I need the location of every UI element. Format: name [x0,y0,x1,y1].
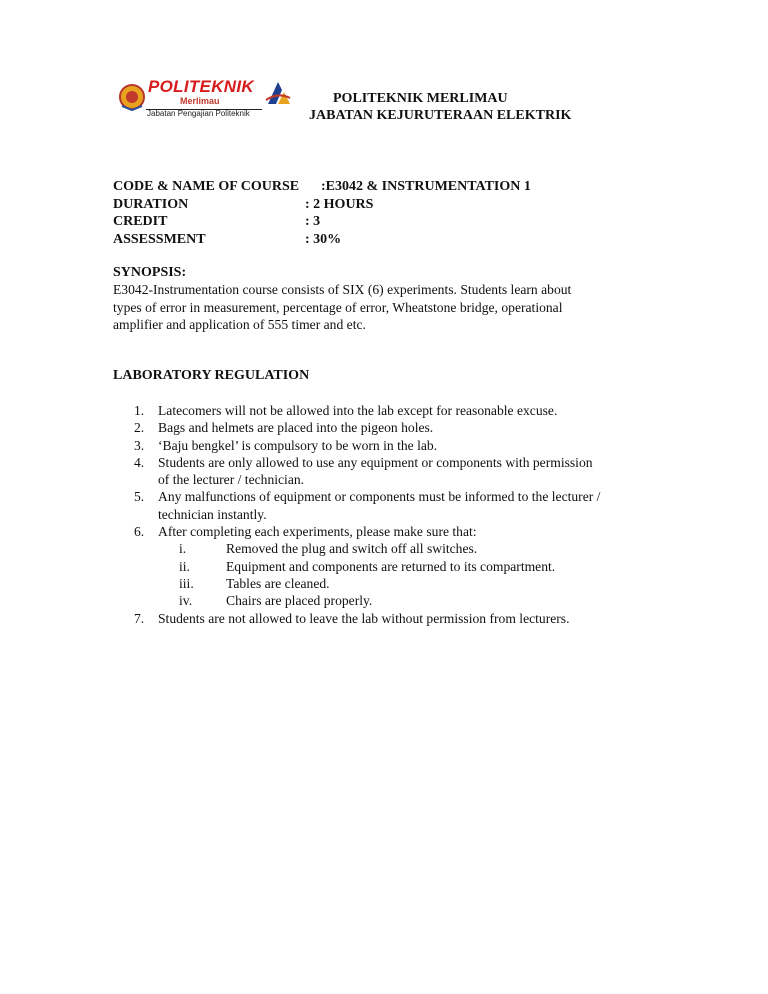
item-number: 5. [134,489,145,505]
sub-item-number: iv. [179,593,193,609]
info-value: : 2 HOURS [305,196,374,212]
item-text: Any malfunctions of equipment or components must be informed to the lecturer / [158,489,601,505]
item-text: ‘Baju bengkel’ is compulsory to be worn in the lab. [158,437,438,453]
item-number: 2. [134,420,145,436]
list-item [113,523,555,540]
politeknik-logo [118,76,294,122]
item-text: After completing each experiments, please make sure that: [158,524,477,540]
synopsis-line: amplifier and application of 555 timer and etc. [113,317,366,332]
sub-item-number: iii. [179,575,194,591]
synopsis-heading: SYNOPSIS: [113,265,187,280]
list-item [113,437,555,454]
sub-item-text: Chairs are placed properly. [226,593,373,609]
sub-item-text: Removed the plug and switch off all switches. [226,541,478,557]
info-key: CREDIT [113,214,168,229]
item-number: 6. [134,524,145,540]
sub-item-number: ii. [179,558,190,574]
list-item [113,454,593,489]
info-value: : 30% [305,231,342,247]
sub-item-number: i. [179,541,187,557]
item-number: 1. [134,403,145,418]
synopsis-text [113,281,653,334]
logo-department: Jabatan Pengajian Politeknik [147,109,250,118]
list-item [113,419,555,436]
sub-item-text: Equipment and components are returned to its compartment. [226,558,556,574]
item-number: 4. [134,454,145,470]
item-text-continued: of the lecturer / technician. [158,472,305,488]
info-key: ASSESSMENT [113,231,206,247]
item-number: 3. [134,437,145,453]
synopsis-line: E3042-Instrumentation course consists of SIX (6) experiments. Students learn about [113,282,572,297]
header-institution: POLITEKNIK MERLIMAU [333,91,508,106]
logo-campus: Merlimau [180,96,220,106]
sub-list-item [113,540,555,557]
sub-list-item [113,592,555,609]
header-department: JABATAN KEJURUTERAAN ELEKTRIK [309,108,572,123]
list-item [113,402,558,419]
regulation-heading: LABORATORY REGULATION [113,368,310,383]
item-text-continued: technician instantly. [158,506,267,522]
emblem-icon [118,82,146,112]
item-text: Latecomers will not be allowed into the lab except for reasonable excuse. [158,403,558,418]
item-text: Students are not allowed to leave the lab without permission from lecturers. [158,610,570,626]
regulation-list [113,402,601,627]
info-value: :E3042 & INSTRUMENTATION 1 [321,179,531,194]
list-item [113,488,601,523]
info-key: CODE & NAME OF COURSE [113,179,300,194]
sub-list-item [113,575,555,592]
item-text: Students are only allowed to use any equipment or components with permission [158,454,593,470]
list-item [113,610,570,627]
logo-name: POLITEKNIK [148,77,254,96]
sub-list-item [113,558,555,575]
item-number: 7. [134,610,145,626]
info-key: DURATION [113,196,189,212]
item-text: Bags and helmets are placed into the pigeon holes. [158,420,434,436]
info-value: : 3 [305,214,321,229]
synopsis-line: types of error in measurement, percentage of error, Wheatstone bridge, operational [113,299,563,315]
jpp-emblem-icon [264,80,292,106]
sub-item-text: Tables are cleaned. [226,575,330,591]
